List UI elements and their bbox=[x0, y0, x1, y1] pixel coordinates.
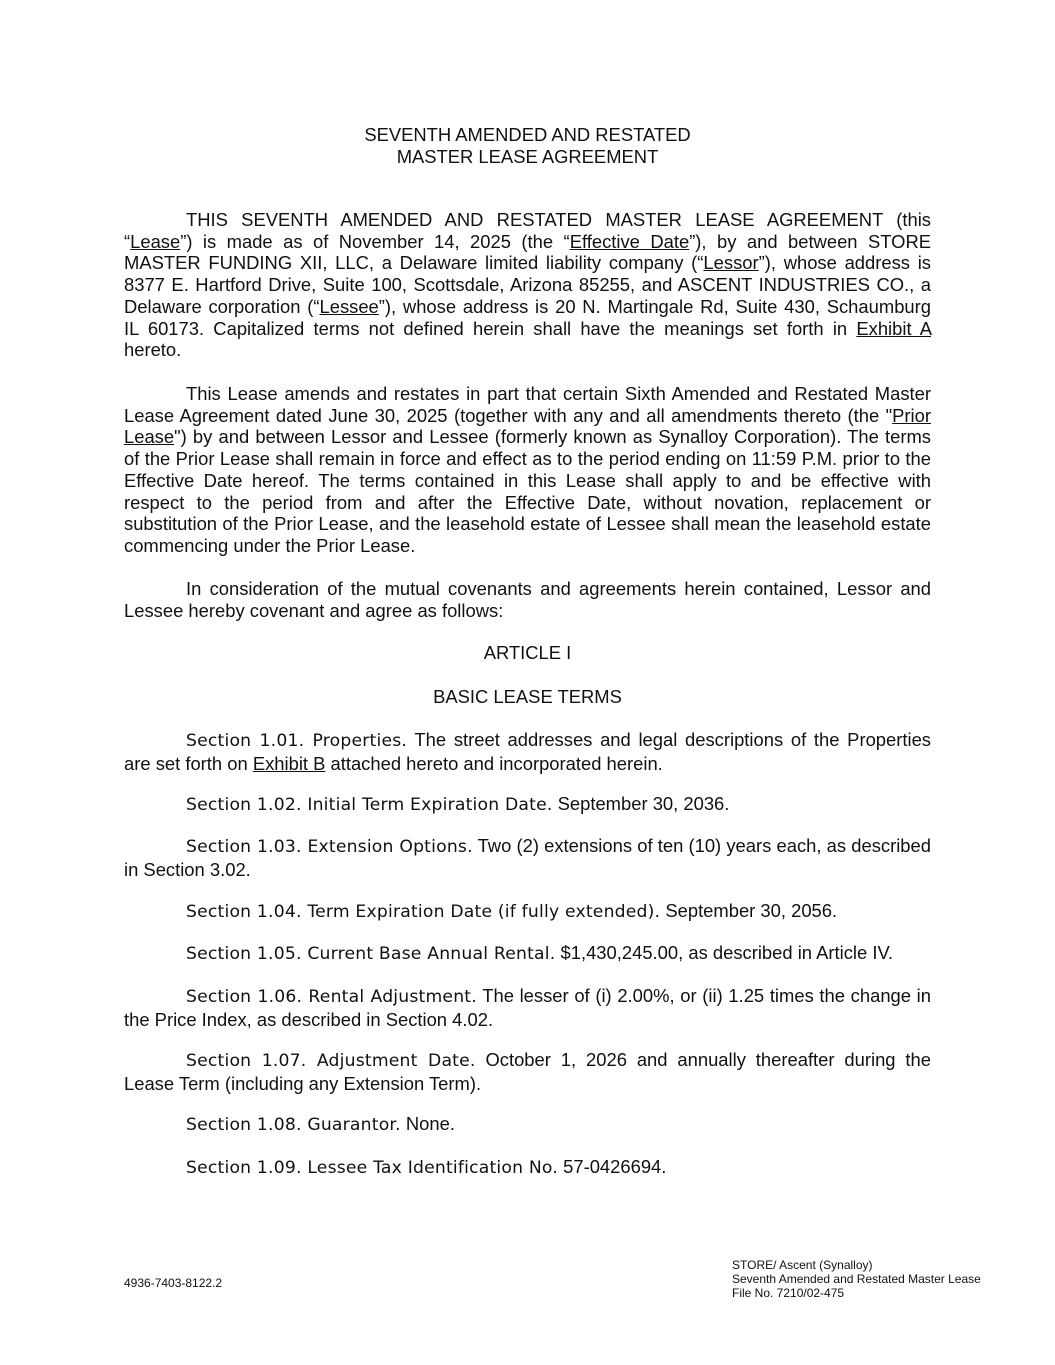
section-1-01 bbox=[124, 729, 931, 774]
consideration-text: In consideration of the mutual covenants and agreements herein contained, Lessor and Lessee hereby covenant and agree as follows: bbox=[124, 578, 931, 621]
section-text: 57-0426694. bbox=[558, 1156, 667, 1177]
intro-paragraph bbox=[124, 209, 931, 361]
footer-line: Seventh Amended and Restated Master Lease bbox=[732, 1272, 981, 1286]
section-text: The lesser of (i) 2.00%, or (ii) 1.25 times the change in the Price Index, as described in Section 4.02. bbox=[124, 985, 931, 1030]
footer-file-reference bbox=[732, 1258, 981, 1300]
section-heading: Section 1.08. Guarantor. bbox=[186, 1115, 401, 1135]
text-run: hereto. bbox=[124, 339, 182, 361]
defined-term-effective-date: Effective Date bbox=[569, 230, 690, 252]
section-text: September 30, 2056. bbox=[660, 900, 838, 921]
section-text: Two (2) extensions of ten (10) years each, as described in Section 3.02. bbox=[124, 835, 931, 880]
text-run: ”), whose address is 8377 E. Hartford Drive, Suite 100, Scottsdale, Arizona 85255, and ASCENT INDUSTRIES CO., a Delaware corporation (“ bbox=[124, 252, 932, 317]
exhibit-b-reference: Exhibit B bbox=[252, 752, 326, 774]
section-1-06 bbox=[124, 985, 931, 1030]
text-run: ") by and between Lessor and Lessee (formerly known as Synalloy Corporation). The terms of the Prior Lease shall remain in force and effect as to the period ending on 11:59 P.M. prior to the Effective Date hereof. The terms contained in this Lease shall apply to and be effective with respect to the period from and after the Effective Date, without novation, replacement or substitution of the Prior Lease, and the leasehold estate of Lessee shall mean the leasehold estate commencing under the Prior Lease. bbox=[124, 426, 931, 556]
section-1-08 bbox=[124, 1113, 931, 1137]
article-number: ARTICLE I bbox=[483, 642, 572, 663]
section-heading: Section 1.07. Adjustment Date. bbox=[186, 1051, 476, 1071]
section-heading: Section 1.03. Extension Options. bbox=[186, 837, 473, 857]
article-heading bbox=[124, 642, 931, 664]
footer-line: STORE/ Ascent (Synalloy) bbox=[732, 1258, 873, 1272]
title-line-2: MASTER LEASE AGREEMENT bbox=[396, 146, 659, 167]
defined-term-prior-lease: Prior Lease bbox=[124, 404, 931, 448]
prior-lease-paragraph bbox=[124, 383, 931, 557]
section-1-05 bbox=[124, 942, 931, 966]
text-run: THIS SEVENTH AMENDED AND RESTATED MASTER LEASE AGREEMENT (this “ bbox=[124, 209, 931, 252]
title-line-1: SEVENTH AMENDED AND RESTATED bbox=[364, 124, 691, 145]
defined-term-lease: Lease bbox=[130, 230, 181, 252]
article-title bbox=[124, 686, 931, 708]
document-title bbox=[0, 124, 1055, 168]
section-heading: Section 1.06. Rental Adjustment. bbox=[186, 987, 477, 1007]
section-1-03 bbox=[124, 835, 931, 880]
section-heading: Section 1.09. Lessee Tax Identification No. bbox=[186, 1158, 558, 1178]
section-1-02 bbox=[124, 793, 931, 817]
defined-term-lessee: Lessee bbox=[319, 295, 379, 317]
section-1-04 bbox=[124, 900, 931, 924]
footer-document-id: 4936-7403-8122.2 bbox=[124, 1276, 223, 1290]
section-text: September 30, 2036. bbox=[552, 793, 730, 814]
section-text: October 1, 2026 and annually thereafter during the Lease Term (including any Extension Term). bbox=[124, 1049, 931, 1094]
defined-term-lessor: Lessor bbox=[703, 252, 759, 274]
footer-line: File No. 7210/02-475 bbox=[732, 1286, 845, 1300]
section-1-07 bbox=[124, 1049, 931, 1094]
section-heading: Section 1.02. Initial Term Expiration Date. bbox=[186, 795, 553, 815]
section-1-09 bbox=[124, 1156, 931, 1180]
section-text: $1,430,245.00, as described in Article IV. bbox=[555, 942, 894, 963]
section-heading: Section 1.05. Current Base Annual Rental. bbox=[186, 944, 556, 964]
section-text: None. bbox=[400, 1113, 455, 1134]
text-run: This Lease amends and restates in part that certain Sixth Amended and Restated Master Lease Agreement dated June 30, 2025 (together with any and all amendments thereto (the " bbox=[124, 383, 931, 426]
consideration-paragraph bbox=[124, 578, 931, 621]
section-text: The street addresses and legal descriptions of the Properties are set forth on bbox=[124, 729, 931, 774]
text-run: ”) is made as of November 14, 2025 (the “ bbox=[180, 230, 570, 252]
section-heading: Section 1.01. Properties. bbox=[186, 731, 408, 751]
section-text: attached hereto and incorporated herein. bbox=[325, 752, 663, 774]
section-heading: Section 1.04. Term Expiration Date (if fully extended). bbox=[186, 902, 661, 922]
text-run: ”), by and between STORE MASTER FUNDING XII, LLC, a Delaware limited liability company (“ bbox=[124, 230, 931, 274]
text-run: ”), whose address is 20 N. Martingale Rd, Suite 430, Schaumburg IL 60173. Capitalized terms not defined herein shall have the meanings set forth in bbox=[124, 295, 931, 339]
exhibit-a-reference: Exhibit A bbox=[856, 317, 931, 339]
article-title-text: BASIC LEASE TERMS bbox=[433, 686, 622, 707]
